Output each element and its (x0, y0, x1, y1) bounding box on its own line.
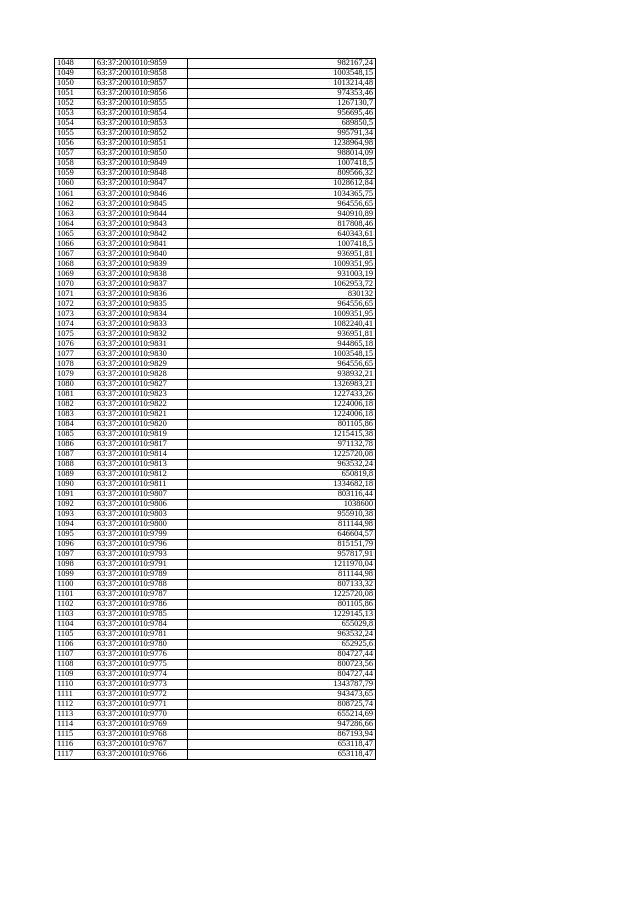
table-row (55, 629, 376, 639)
cadastral-value-cell: 1229145,13 (188, 609, 376, 619)
row-number-cell: 1057 (55, 149, 95, 159)
table-row (55, 89, 376, 99)
cadastral-number-cell: 63:37:2001010:9833 (95, 319, 188, 329)
cadastral-value-cell: 804727,44 (188, 649, 376, 659)
row-number-cell: 1103 (55, 609, 95, 619)
table-row (55, 169, 376, 179)
cadastral-value-cell: 1007418,5 (188, 159, 376, 169)
row-number-cell: 1058 (55, 159, 95, 169)
cadastral-value-cell: 1028612,84 (188, 179, 376, 189)
cadastral-number-cell: 63:37:2001010:9820 (95, 419, 188, 429)
table-row (55, 59, 376, 69)
table-row (55, 139, 376, 149)
cadastral-number-cell: 63:37:2001010:9776 (95, 649, 188, 659)
cadastral-value-cell: 646604,57 (188, 529, 376, 539)
table-row (55, 429, 376, 439)
cadastral-value-cell: 963532,24 (188, 629, 376, 639)
cadastral-value-cell: 1003548,15 (188, 69, 376, 79)
cadastral-number-cell: 63:37:2001010:9819 (95, 429, 188, 439)
cadastral-value-cell: 1343787,79 (188, 679, 376, 689)
cadastral-number-cell: 63:37:2001010:9770 (95, 710, 188, 720)
row-number-cell: 1115 (55, 730, 95, 740)
row-number-cell: 1072 (55, 299, 95, 309)
cadastral-value-cell: 964556,65 (188, 299, 376, 309)
cadastral-number-cell: 63:37:2001010:9806 (95, 499, 188, 509)
cadastral-value-cell: 817808,46 (188, 219, 376, 229)
row-number-cell: 1101 (55, 589, 95, 599)
table-row (55, 199, 376, 209)
cadastral-number-cell: 63:37:2001010:9786 (95, 599, 188, 609)
cadastral-value-cell: 811144,98 (188, 569, 376, 579)
cadastral-number-cell: 63:37:2001010:9788 (95, 579, 188, 589)
cadastral-value-cell: 800723,56 (188, 659, 376, 669)
cadastral-number-cell: 63:37:2001010:9846 (95, 189, 188, 199)
row-number-cell: 1087 (55, 449, 95, 459)
cadastral-value-cell: 655029,8 (188, 619, 376, 629)
row-number-cell: 1076 (55, 339, 95, 349)
cadastral-value-cell: 1007418,5 (188, 239, 376, 249)
table-row (55, 339, 376, 349)
cadastral-number-cell: 63:37:2001010:9841 (95, 239, 188, 249)
row-number-cell: 1060 (55, 179, 95, 189)
cadastral-number-cell: 63:37:2001010:9769 (95, 720, 188, 730)
cadastral-number-cell: 63:37:2001010:9811 (95, 479, 188, 489)
cadastral-value-cell: 650819,8 (188, 469, 376, 479)
row-number-cell: 1054 (55, 119, 95, 129)
cadastral-value-cell: 1326983,21 (188, 379, 376, 389)
row-number-cell: 1078 (55, 359, 95, 369)
row-number-cell: 1074 (55, 319, 95, 329)
cadastral-value-cell: 803116,44 (188, 489, 376, 499)
row-number-cell: 1064 (55, 219, 95, 229)
table-row (55, 99, 376, 109)
row-number-cell: 1082 (55, 399, 95, 409)
cadastral-number-cell: 63:37:2001010:9837 (95, 279, 188, 289)
row-number-cell: 1051 (55, 89, 95, 99)
cadastral-value-cell: 1082240,41 (188, 319, 376, 329)
table-row (55, 249, 376, 259)
row-number-cell: 1097 (55, 549, 95, 559)
row-number-cell: 1059 (55, 169, 95, 179)
table-row (55, 389, 376, 399)
row-number-cell: 1067 (55, 249, 95, 259)
cadastral-value-cell: 653118,47 (188, 750, 376, 760)
cadastral-value-cell: 1003548,15 (188, 349, 376, 359)
cadastral-number-cell: 63:37:2001010:9840 (95, 249, 188, 259)
cadastral-number-cell: 63:37:2001010:9771 (95, 700, 188, 710)
cadastral-value-cell: 1013214,48 (188, 79, 376, 89)
cadastral-number-cell: 63:37:2001010:9845 (95, 199, 188, 209)
table-row (55, 259, 376, 269)
cadastral-value-cell: 1238964,98 (188, 139, 376, 149)
cadastral-number-cell: 63:37:2001010:9839 (95, 259, 188, 269)
table-row (55, 469, 376, 479)
row-number-cell: 1080 (55, 379, 95, 389)
table-row (55, 589, 376, 599)
row-number-cell: 1116 (55, 740, 95, 750)
table-row (55, 159, 376, 169)
row-number-cell: 1069 (55, 269, 95, 279)
cadastral-number-cell: 63:37:2001010:9787 (95, 589, 188, 599)
row-number-cell: 1091 (55, 489, 95, 499)
cadastral-value-cell: 655214,69 (188, 710, 376, 720)
table-body (55, 59, 376, 760)
table-row (55, 579, 376, 589)
row-number-cell: 1102 (55, 599, 95, 609)
row-number-cell: 1100 (55, 579, 95, 589)
table-row (55, 129, 376, 139)
table-row (55, 549, 376, 559)
cadastral-value-cell: 957817,91 (188, 549, 376, 559)
cadastral-number-cell: 63:37:2001010:9836 (95, 289, 188, 299)
row-number-cell: 1106 (55, 639, 95, 649)
table-row (55, 519, 376, 529)
row-number-cell: 1062 (55, 199, 95, 209)
table-row (55, 509, 376, 519)
cadastral-value-cell: 1267130,7 (188, 99, 376, 109)
table-row (55, 409, 376, 419)
table-row (55, 289, 376, 299)
cadastral-number-cell: 63:37:2001010:9851 (95, 139, 188, 149)
cadastral-value-cell: 801105,86 (188, 419, 376, 429)
row-number-cell: 1099 (55, 569, 95, 579)
table-row (55, 619, 376, 629)
cadastral-number-cell: 63:37:2001010:9803 (95, 509, 188, 519)
table-row (55, 119, 376, 129)
row-number-cell: 1061 (55, 189, 95, 199)
table-row (55, 659, 376, 669)
table-row (55, 439, 376, 449)
cadastral-value-cell: 995791,34 (188, 129, 376, 139)
cadastral-value-cell: 1009351,95 (188, 309, 376, 319)
cadastral-value-cell: 1062953,72 (188, 279, 376, 289)
cadastral-number-cell: 63:37:2001010:9784 (95, 619, 188, 629)
cadastral-number-cell: 63:37:2001010:9813 (95, 459, 188, 469)
row-number-cell: 1086 (55, 439, 95, 449)
table-row (55, 419, 376, 429)
cadastral-value-cell: 988014,09 (188, 149, 376, 159)
row-number-cell: 1108 (55, 659, 95, 669)
cadastral-value-cell: 944865,18 (188, 339, 376, 349)
row-number-cell: 1105 (55, 629, 95, 639)
row-number-cell: 1071 (55, 289, 95, 299)
cadastral-value-cell: 808725,74 (188, 700, 376, 710)
table-row (55, 349, 376, 359)
cadastral-number-cell: 63:37:2001010:9821 (95, 409, 188, 419)
cadastral-value-cell: 807133,32 (188, 579, 376, 589)
row-number-cell: 1093 (55, 509, 95, 519)
cadastral-number-cell: 63:37:2001010:9847 (95, 179, 188, 189)
row-number-cell: 1089 (55, 469, 95, 479)
cadastral-number-cell: 63:37:2001010:9844 (95, 209, 188, 219)
row-number-cell: 1070 (55, 279, 95, 289)
table-row (55, 730, 376, 740)
cadastral-value-cell: 938932,21 (188, 369, 376, 379)
cadastral-value-cell: 830132 (188, 289, 376, 299)
table-row (55, 369, 376, 379)
row-number-cell: 1088 (55, 459, 95, 469)
cadastral-number-cell: 63:37:2001010:9785 (95, 609, 188, 619)
cadastral-value-cell: 955910,38 (188, 509, 376, 519)
table-row (55, 229, 376, 239)
row-number-cell: 1065 (55, 229, 95, 239)
row-number-cell: 1113 (55, 710, 95, 720)
cadastral-value-cell: 964556,65 (188, 199, 376, 209)
table-row (55, 449, 376, 459)
row-number-cell: 1083 (55, 409, 95, 419)
table-row (55, 79, 376, 89)
row-number-cell: 1075 (55, 329, 95, 339)
cadastral-value-cell: 931003,19 (188, 269, 376, 279)
table-row (55, 359, 376, 369)
table-row (55, 299, 376, 309)
row-number-cell: 1079 (55, 369, 95, 379)
cadastral-value-cell: 652925,6 (188, 639, 376, 649)
cadastral-value-cell: 1224006,18 (188, 409, 376, 419)
cadastral-number-cell: 63:37:2001010:9781 (95, 629, 188, 639)
cadastral-value-cell: 1009351,95 (188, 259, 376, 269)
table-row (55, 329, 376, 339)
cadastral-number-cell: 63:37:2001010:9800 (95, 519, 188, 529)
row-number-cell: 1084 (55, 419, 95, 429)
cadastral-number-cell: 63:37:2001010:9828 (95, 369, 188, 379)
cadastral-value-cell: 1034365,75 (188, 189, 376, 199)
cadastral-value-cell: 947286,66 (188, 720, 376, 730)
cadastral-value-cell: 1215415,38 (188, 429, 376, 439)
cadastral-number-cell: 63:37:2001010:9858 (95, 69, 188, 79)
cadastral-number-cell: 63:37:2001010:9831 (95, 339, 188, 349)
table-row (55, 609, 376, 619)
cadastral-value-cell: 971132,78 (188, 439, 376, 449)
cadastral-value-cell: 1038600 (188, 499, 376, 509)
row-number-cell: 1063 (55, 209, 95, 219)
cadastral-value-cell: 801105,86 (188, 599, 376, 609)
table-row (55, 379, 376, 389)
cadastral-number-cell: 63:37:2001010:9830 (95, 349, 188, 359)
cadastral-number-cell: 63:37:2001010:9849 (95, 159, 188, 169)
table-row (55, 710, 376, 720)
table-row (55, 399, 376, 409)
cadastral-number-cell: 63:37:2001010:9767 (95, 740, 188, 750)
row-number-cell: 1085 (55, 429, 95, 439)
cadastral-value-cell: 963532,24 (188, 459, 376, 469)
cadastral-number-cell: 63:37:2001010:9791 (95, 559, 188, 569)
cadastral-value-cell: 689850,5 (188, 119, 376, 129)
table-row (55, 219, 376, 229)
row-number-cell: 1081 (55, 389, 95, 399)
row-number-cell: 1112 (55, 700, 95, 710)
table-row (55, 69, 376, 79)
row-number-cell: 1111 (55, 689, 95, 699)
cadastral-value-cell: 982167,24 (188, 59, 376, 69)
table-row (55, 649, 376, 659)
row-number-cell: 1073 (55, 309, 95, 319)
cadastral-value-cell: 640343,61 (188, 229, 376, 239)
cadastral-value-cell: 1224006,18 (188, 399, 376, 409)
table-row (55, 109, 376, 119)
cadastral-number-cell: 63:37:2001010:9838 (95, 269, 188, 279)
row-number-cell: 1104 (55, 619, 95, 629)
cadastral-value-cell: 815151,79 (188, 539, 376, 549)
row-number-cell: 1096 (55, 539, 95, 549)
cadastral-value-cell: 940910,89 (188, 209, 376, 219)
cadastral-number-cell: 63:37:2001010:9774 (95, 669, 188, 679)
row-number-cell: 1050 (55, 79, 95, 89)
row-number-cell: 1053 (55, 109, 95, 119)
cadastral-value-cell: 804727,44 (188, 669, 376, 679)
cadastral-number-cell: 63:37:2001010:9848 (95, 169, 188, 179)
cadastral-number-cell: 63:37:2001010:9812 (95, 469, 188, 479)
table-row (55, 689, 376, 699)
cadastral-number-cell: 63:37:2001010:9850 (95, 149, 188, 159)
table-row (55, 309, 376, 319)
cadastral-number-cell: 63:37:2001010:9823 (95, 389, 188, 399)
row-number-cell: 1068 (55, 259, 95, 269)
row-number-cell: 1094 (55, 519, 95, 529)
row-number-cell: 1107 (55, 649, 95, 659)
table-row (55, 529, 376, 539)
cadastral-value-cell: 1225720,08 (188, 449, 376, 459)
row-number-cell: 1066 (55, 239, 95, 249)
cadastral-number-cell: 63:37:2001010:9768 (95, 730, 188, 740)
table-row (55, 669, 376, 679)
table-row (55, 639, 376, 649)
cadastral-value-cell: 936951,81 (188, 329, 376, 339)
cadastral-value-cell: 1211970,04 (188, 559, 376, 569)
table-row (55, 459, 376, 469)
cadastral-number-cell: 63:37:2001010:9854 (95, 109, 188, 119)
cadastral-number-cell: 63:37:2001010:9852 (95, 129, 188, 139)
cadastral-number-cell: 63:37:2001010:9799 (95, 529, 188, 539)
table-row (55, 319, 376, 329)
cadastral-number-cell: 63:37:2001010:9834 (95, 309, 188, 319)
cadastral-number-cell: 63:37:2001010:9856 (95, 89, 188, 99)
cadastral-number-cell: 63:37:2001010:9817 (95, 439, 188, 449)
row-number-cell: 1048 (55, 59, 95, 69)
cadastral-number-cell: 63:37:2001010:9857 (95, 79, 188, 89)
cadastral-number-cell: 63:37:2001010:9827 (95, 379, 188, 389)
cadastral-number-cell: 63:37:2001010:9775 (95, 659, 188, 669)
row-number-cell: 1092 (55, 499, 95, 509)
cadastral-number-cell: 63:37:2001010:9843 (95, 219, 188, 229)
table-row (55, 599, 376, 609)
row-number-cell: 1110 (55, 679, 95, 689)
row-number-cell: 1095 (55, 529, 95, 539)
table-row (55, 569, 376, 579)
cadastral-number-cell: 63:37:2001010:9835 (95, 299, 188, 309)
cadastral-number-cell: 63:37:2001010:9853 (95, 119, 188, 129)
row-number-cell: 1056 (55, 139, 95, 149)
row-number-cell: 1109 (55, 669, 95, 679)
row-number-cell: 1117 (55, 750, 95, 760)
table-row (55, 149, 376, 159)
row-number-cell: 1114 (55, 720, 95, 730)
table-row (55, 209, 376, 219)
table-row (55, 499, 376, 509)
cadastral-number-cell: 63:37:2001010:9829 (95, 359, 188, 369)
cadastral-number-cell: 63:37:2001010:9814 (95, 449, 188, 459)
cadastral-value-cell: 867193,94 (188, 730, 376, 740)
cadastral-value-cell: 964556,65 (188, 359, 376, 369)
table-row (55, 179, 376, 189)
table-row (55, 679, 376, 689)
cadastral-number-cell: 63:37:2001010:9793 (95, 549, 188, 559)
table-row (55, 269, 376, 279)
row-number-cell: 1055 (55, 129, 95, 139)
row-number-cell: 1090 (55, 479, 95, 489)
cadastral-number-cell: 63:37:2001010:9796 (95, 539, 188, 549)
table-row (55, 279, 376, 289)
table-row (55, 479, 376, 489)
cadastral-number-cell: 63:37:2001010:9789 (95, 569, 188, 579)
cadastral-value-cell: 653118,47 (188, 740, 376, 750)
cadastral-number-cell: 63:37:2001010:9822 (95, 399, 188, 409)
cadastral-number-cell: 63:37:2001010:9766 (95, 750, 188, 760)
row-number-cell: 1077 (55, 349, 95, 359)
cadastral-value-cell: 943473,65 (188, 689, 376, 699)
cadastral-value-table (54, 58, 376, 760)
table-row (55, 750, 376, 760)
cadastral-number-cell: 63:37:2001010:9859 (95, 59, 188, 69)
cadastral-number-cell: 63:37:2001010:9773 (95, 679, 188, 689)
cadastral-number-cell: 63:37:2001010:9807 (95, 489, 188, 499)
cadastral-value-cell: 809566,32 (188, 169, 376, 179)
cadastral-value-cell: 936951,81 (188, 249, 376, 259)
table-row (55, 539, 376, 549)
cadastral-number-cell: 63:37:2001010:9780 (95, 639, 188, 649)
cadastral-value-cell: 1334682,18 (188, 479, 376, 489)
row-number-cell: 1049 (55, 69, 95, 79)
table-row (55, 239, 376, 249)
table-row (55, 489, 376, 499)
row-number-cell: 1052 (55, 99, 95, 109)
row-number-cell: 1098 (55, 559, 95, 569)
cadastral-number-cell: 63:37:2001010:9832 (95, 329, 188, 339)
cadastral-value-cell: 811144,98 (188, 519, 376, 529)
cadastral-value-cell: 974353,46 (188, 89, 376, 99)
table-row (55, 559, 376, 569)
table-row (55, 189, 376, 199)
table-row (55, 700, 376, 710)
cadastral-value-cell: 1227433,26 (188, 389, 376, 399)
cadastral-value-cell: 1225720,08 (188, 589, 376, 599)
table-row (55, 740, 376, 750)
cadastral-number-cell: 63:37:2001010:9855 (95, 99, 188, 109)
cadastral-number-cell: 63:37:2001010:9772 (95, 689, 188, 699)
cadastral-value-cell: 956695,46 (188, 109, 376, 119)
cadastral-number-cell: 63:37:2001010:9842 (95, 229, 188, 239)
table-row (55, 720, 376, 730)
